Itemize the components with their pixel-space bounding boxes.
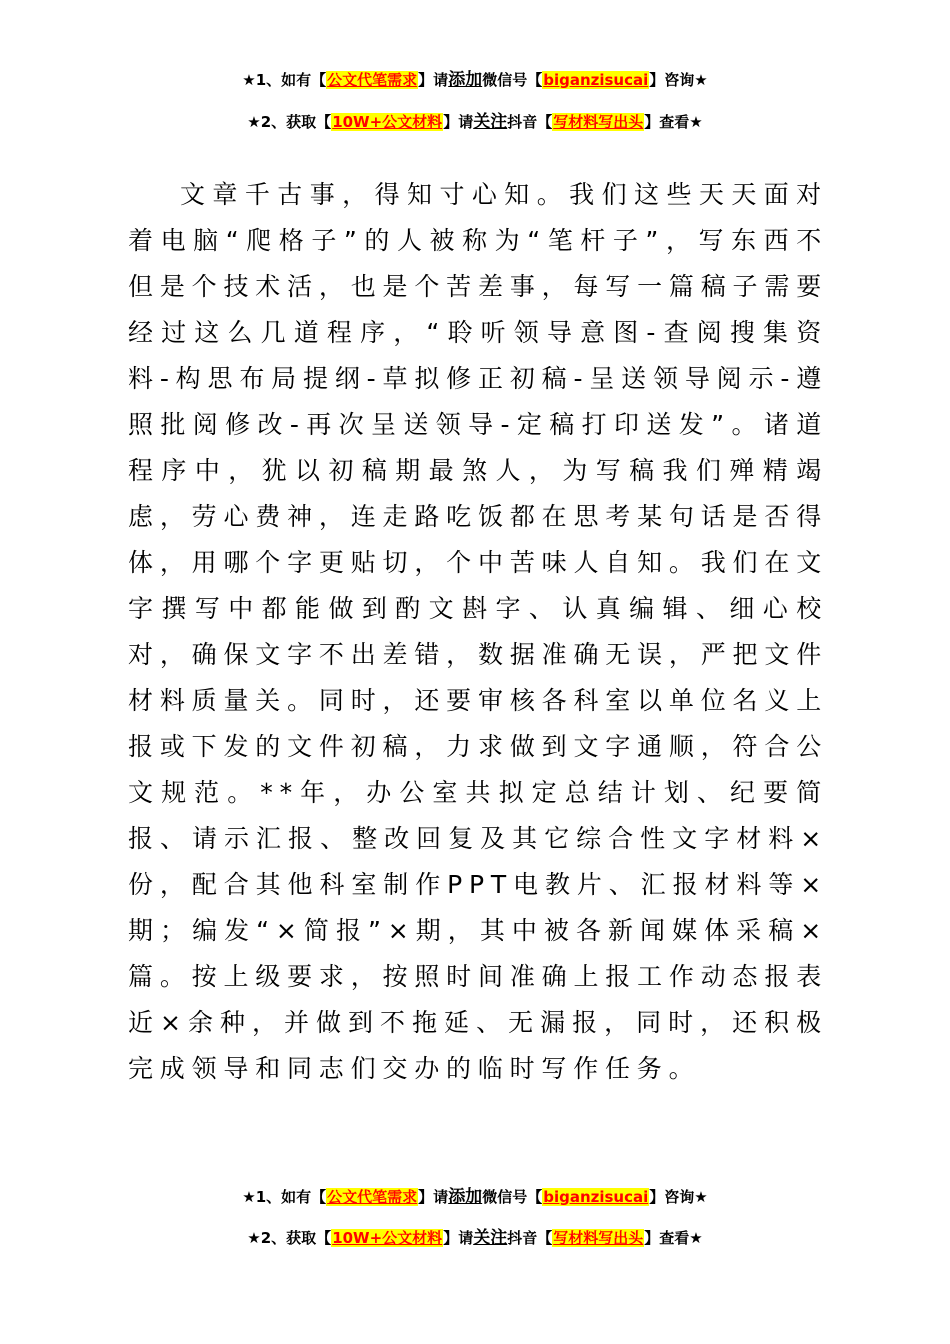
promo-text: 】咨询★	[649, 71, 708, 89]
promo-banner-top-1	[0, 67, 950, 93]
promo-emphasis: 添加	[448, 70, 483, 90]
promo-douyin-name: 写材料写出头	[553, 113, 644, 131]
promo-banner-bottom-1	[0, 1184, 950, 1210]
body-paragraph: 文章千古事，得知寸心知。我们这些天天面对着电脑“爬格子”的人被称为“笔杆子”，写东西不但是个技术活，也是个苦差事，每写一篇稿子需要经过这么几道程序，“聆听领导意图-查阅搜集资料-构思布局提纲-草拟修正初稿-呈送领导阅示-遵照批阅修改-再次呈送领导-定稿打印送发”。诸道程序中，犹以初稿期最煞人，为写稿我们殚精竭虑，劳心费神，连走路吃饭都在思考某句话是否得体，用哪个字更贴切，个中苦味人自知。我们在文字撰写中都能做到酌文斟字、认真编辑、细心校对，确保文字不出差错，数据准确无误，严把文件材料质量关。同时，还要审核各科室以单位名义上报或下发的文件初稿，力求做到文字通顺，符合公文规范。**年，办公室共拟定总结计划、纪要简报、请示汇报、整改回复及其它综合性文字材料×份，配合其他科室制作PPT电教片、汇报材料等×期；编发“×简报”×期，其中被各新闻媒体采稿×篇。按上级要求，按照时间准确上报工作动态报表近×余种，并做到不拖延、无漏报，同时，还积极完成领导和同志们交办的临时写作任务。	[128, 180, 828, 1083]
promo-text: ★2、获取【	[247, 113, 332, 131]
promo-text: 微信号【	[482, 1188, 543, 1206]
promo-text: 抖音【	[507, 113, 553, 131]
promo-banner-bottom-2	[0, 1225, 950, 1251]
promo-wechat-id: biganzisucai	[543, 1188, 649, 1206]
promo-wechat-id: biganzisucai	[543, 71, 649, 89]
promo-text: 】请	[418, 1188, 449, 1206]
promo-emphasis: 添加	[448, 1187, 483, 1207]
promo-text: 】请	[418, 71, 449, 89]
promo-highlight: 10W+公文材料	[332, 1229, 443, 1247]
promo-highlight: 公文代笔需求	[327, 71, 418, 89]
promo-text: ★1、如有【	[242, 71, 327, 89]
promo-emphasis: 关注	[473, 1228, 508, 1248]
promo-banner-top-2	[0, 109, 950, 135]
promo-text: 抖音【	[507, 1229, 553, 1247]
promo-text: ★1、如有【	[242, 1188, 327, 1206]
promo-text: 】咨询★	[649, 1188, 708, 1206]
promo-text: 】请	[443, 1229, 474, 1247]
promo-text: 】请	[443, 113, 474, 131]
promo-text: 】查看★	[644, 113, 703, 131]
promo-text: ★2、获取【	[247, 1229, 332, 1247]
promo-text: 微信号【	[482, 71, 543, 89]
promo-douyin-name: 写材料写出头	[553, 1229, 644, 1247]
promo-highlight: 公文代笔需求	[327, 1188, 418, 1206]
promo-emphasis: 关注	[473, 112, 508, 132]
promo-text: 】查看★	[644, 1229, 703, 1247]
promo-highlight: 10W+公文材料	[332, 113, 443, 131]
